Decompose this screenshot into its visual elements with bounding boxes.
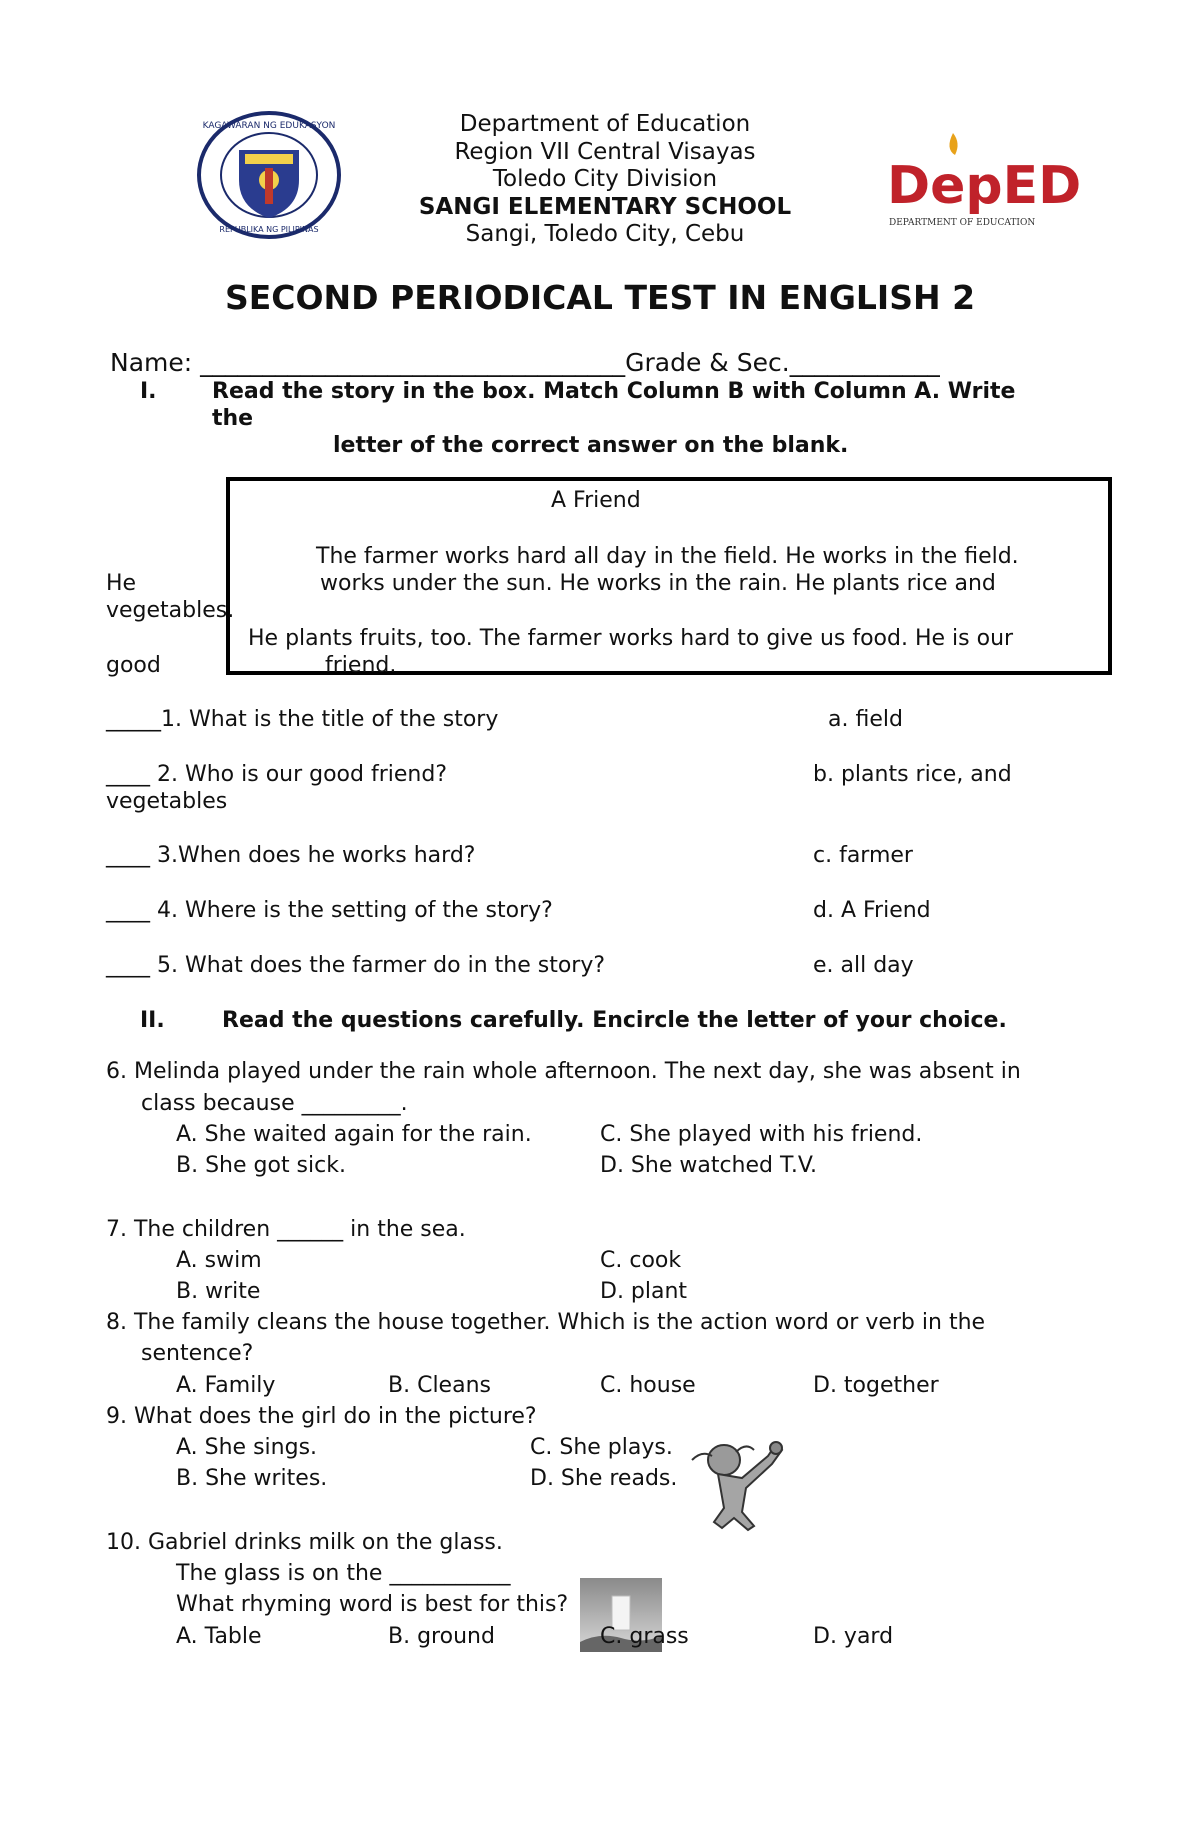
question-9: 9. What does the girl do in the picture? [106, 1404, 537, 1429]
story-line: friend. [325, 653, 397, 678]
choice-7a: A. swim [176, 1248, 262, 1273]
choice-10d: D. yard [813, 1624, 894, 1649]
part2-numeral: II. [140, 1008, 165, 1033]
header-address: Sangi, Toledo City, Cebu [465, 221, 745, 247]
choice-6a: A. She waited again for the rain. [176, 1122, 532, 1147]
question-7: 7. The children ______ in the sea. [106, 1217, 466, 1242]
story-line: works under the sun. He works in the rain. He plants rice and [320, 571, 996, 596]
choice-10c: C. grass [600, 1624, 689, 1649]
name-line [110, 348, 940, 377]
matching-question: ____ 2. Who is our good friend? [106, 762, 447, 787]
svg-text:DEPARTMENT OF EDUCATION: DEPARTMENT OF EDUCATION [889, 218, 1036, 228]
girl-picture [688, 1438, 796, 1530]
question-10-cont: The glass is on the ___________ [176, 1561, 511, 1586]
choice-7d: D. plant [600, 1279, 688, 1304]
choice-9c: C. She plays. [530, 1435, 673, 1460]
header-department: Department of Education [459, 111, 751, 137]
choice-8c: C. house [600, 1373, 696, 1398]
story-overflow-text: He [106, 571, 137, 596]
story-overflow-text: good [106, 653, 161, 678]
part1-numeral: I. [140, 379, 157, 404]
matching-answer: d. A Friend [813, 898, 931, 923]
question-10: 10. Gabriel drinks milk on the glass. [106, 1530, 503, 1555]
matching-answer: a. field [828, 707, 903, 732]
story-line: He plants fruits, too. The farmer works hard to give us food. He is our [248, 626, 1014, 651]
name-blank: __________________________________ [200, 348, 626, 377]
matching-answer: e. all day [813, 953, 914, 978]
matching-question: ____ 5. What does the farmer do in the story? [106, 953, 606, 978]
choice-6b: B. She got sick. [176, 1153, 346, 1178]
choice-7c: C. cook [600, 1248, 682, 1273]
choice-9a: A. She sings. [176, 1435, 318, 1460]
choice-8d: D. together [813, 1373, 939, 1398]
story-title: A Friend [551, 488, 641, 513]
part1-instruction-cont: the [212, 406, 254, 431]
header-region: Region VII Central Visayas [454, 139, 756, 165]
matching-question: ____ 4. Where is the setting of the story? [106, 898, 553, 923]
question-10-prompt: What rhyming word is best for this? [176, 1592, 569, 1617]
matching-answer-wrap: vegetables [106, 789, 228, 814]
choice-8b: B. Cleans [388, 1373, 491, 1398]
question-8-cont: sentence? [141, 1341, 254, 1366]
test-title: SECOND PERIODICAL TEST IN ENGLISH 2 [224, 278, 976, 317]
matching-answer: b. plants rice, and [813, 762, 1012, 787]
grade-label: Grade & Sec. [625, 348, 790, 377]
choice-6c: C. She played with his friend. [600, 1122, 923, 1147]
part2-instruction: Read the questions carefully. Encircle the letter of your choice. [222, 1008, 1007, 1033]
choice-10a: A. Table [176, 1624, 262, 1649]
choice-6d: D. She watched T.V. [600, 1153, 818, 1178]
header-division: Toledo City Division [492, 166, 718, 192]
matching-question: ____ 3.When does he works hard? [106, 843, 476, 868]
header-school: SANGI ELEMENTARY SCHOOL [418, 194, 792, 220]
choice-7b: B. write [176, 1279, 261, 1304]
svg-text:DepED: DepED [887, 156, 1082, 216]
question-6: 6. Melinda played under the rain whole afternoon. The next day, she was absent in [106, 1059, 1021, 1084]
grade-blank: ____________ [789, 348, 940, 377]
part1-instruction: Read the story in the box. Match Column B with Column A. Write [212, 379, 1016, 404]
matching-answer: c. farmer [813, 843, 913, 868]
svg-text:REPUBLIKA NG PILIPINAS: REPUBLIKA NG PILIPINAS [219, 225, 319, 234]
matching-question: _____1. What is the title of the story [106, 707, 499, 732]
deped-brand-logo [885, 125, 1082, 235]
question-6-cont: class because _________. [141, 1091, 408, 1116]
choice-9d: D. She reads. [530, 1466, 678, 1491]
choice-10b: B. ground [388, 1624, 495, 1649]
choice-9b: B. She writes. [176, 1466, 328, 1491]
story-line: The farmer works hard all day in the field. He works in the field. [316, 544, 1019, 569]
part1-instruction-line2: letter of the correct answer on the blank. [333, 433, 849, 458]
question-8: 8. The family cleans the house together. Which is the action word or verb in the [106, 1310, 986, 1335]
choice-8a: A. Family [176, 1373, 276, 1398]
svg-text:KAGAWARAN NG EDUKASYON: KAGAWARAN NG EDUKASYON [202, 121, 336, 131]
name-label: Name: [110, 348, 201, 377]
story-overflow-text: vegetables. [106, 598, 235, 623]
